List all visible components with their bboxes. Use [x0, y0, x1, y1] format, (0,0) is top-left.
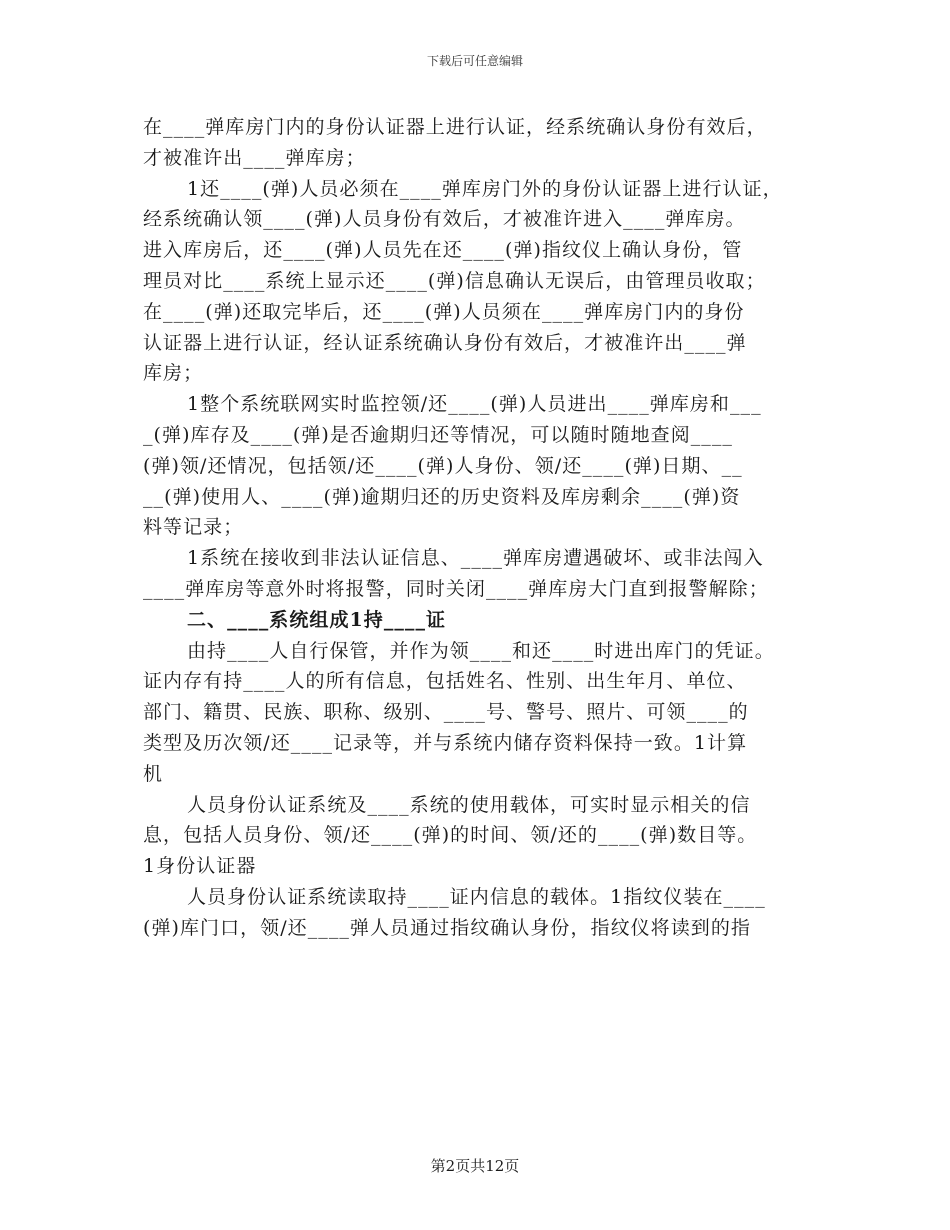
- body-text-line: __(弹)使用人、____(弹)逾期归还的历史资料及库房剩余____(弹)资: [143, 485, 741, 508]
- page-header-note: 下载后可任意编辑: [426, 54, 523, 68]
- body-text-line: (弹)库门口，领/还____弹人员通过指纹确认身份，指纹仪将读到的指: [143, 916, 751, 939]
- page-number: 第2页共12页: [430, 1157, 520, 1175]
- body-text-line: 人员身份认证系统及____系统的使用载体，可实时显示相关的信: [187, 793, 751, 816]
- body-text-line: 1系统在接收到非法认证信息、____弹库房遭遇破坏、或非法闯入: [187, 547, 764, 570]
- body-text-line: 料等记录；: [143, 516, 244, 539]
- body-text-line: _(弹)库存及____(弹)是否逾期归还等情况，可以随时随地查阅____: [143, 423, 733, 446]
- body-text-line: 1身份认证器: [143, 855, 257, 878]
- body-text-line: 进入库房后，还____(弹)人员先在还____(弹)指纹仪上确认身份，管: [143, 239, 743, 262]
- body-text-line: 机: [143, 762, 164, 785]
- document-body: [143, 112, 823, 944]
- body-text-line: 在____弹库房门内的身份认证器上进行认证，经系统确认身份有效后，: [143, 116, 767, 138]
- body-text-line: 类型及历次领/还____记录等，并与系统内储存资料保持一致。1计算: [143, 731, 748, 754]
- body-text-line: 经系统确认领____(弹)人员身份有效后，才被准许进入____弹库房。: [143, 208, 746, 231]
- body-text-line: 证内存有持____人的所有信息，包括姓名、性别、出生年月、单位、: [143, 670, 747, 693]
- body-text-line: (弹)领/还情况，包括领/还____(弹)人身份、领/还____(弹)日期、__: [143, 454, 743, 477]
- body-text-line: ____弹库房等意外时将报警，同时关闭____弹库房大门直到报警解除；: [143, 577, 769, 600]
- body-text-line: 认证器上进行认证，经认证系统确认身份有效后，才被准许出____弹: [143, 331, 747, 354]
- body-text-line: 库房；: [143, 362, 204, 385]
- body-text-line: 部门、籍贯、民族、职称、级别、____号、警号、照片、可领____的: [143, 701, 749, 724]
- body-text-line: 在____(弹)还取完毕后，还____(弹)人员须在____弹库房门内的身份: [143, 300, 745, 323]
- body-text-line: 才被准许出____弹库房；: [143, 146, 366, 169]
- body-text-line: 1还____(弹)人员必须在____弹库房门外的身份认证器上进行认证，: [187, 177, 783, 200]
- body-text-line: 由持____人自行保管，并作为领____和还____时进出库门的凭证。: [187, 639, 775, 662]
- body-text-line: 1整个系统联网实时监控领/还____(弹)人员进出____弹库房和___: [187, 393, 762, 416]
- section-heading: 二、____系统组成1持____证: [187, 608, 447, 631]
- body-text-line: 人员身份认证系统读取持____证内信息的载体。1指纹仪装在____: [187, 885, 766, 908]
- body-text-line: 息，包括人员身份、领/还____(弹)的时间、领/还的____(弹)数目等。: [143, 824, 758, 847]
- body-text-line: 理员对比____系统上显示还____(弹)信息确认无误后，由管理员收取；: [143, 269, 766, 292]
